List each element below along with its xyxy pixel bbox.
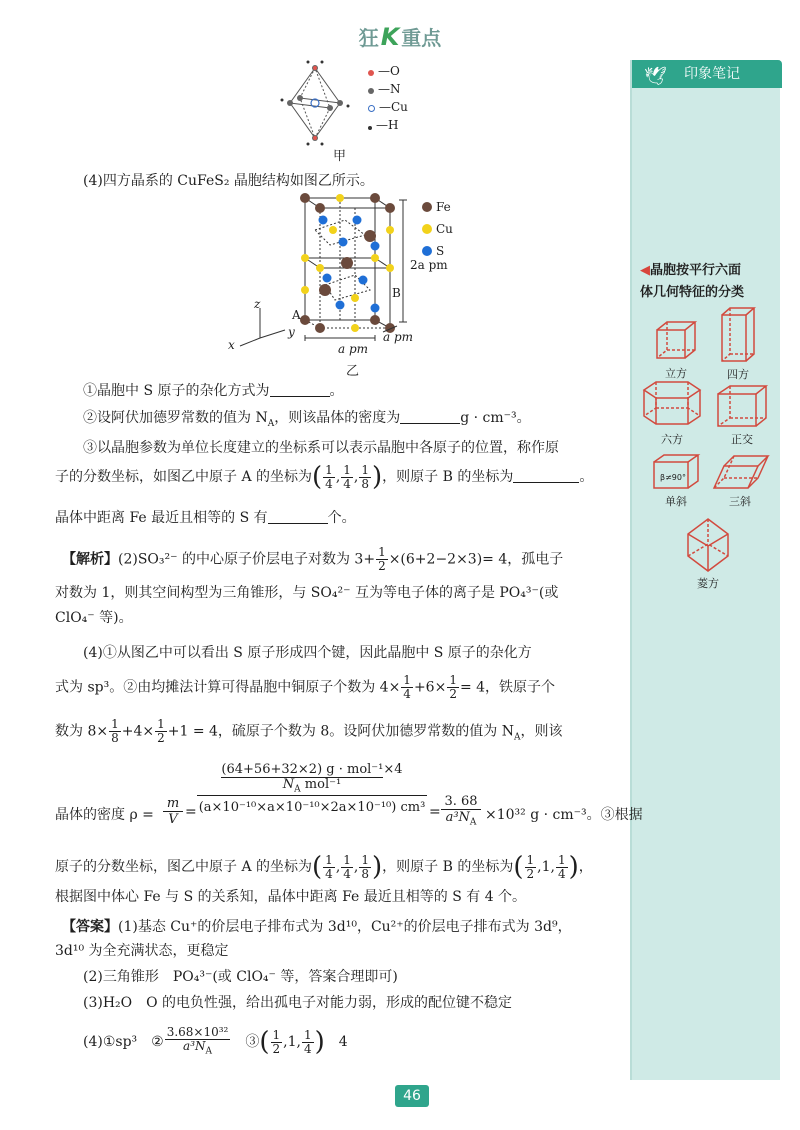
frac-num: 1 — [325, 852, 333, 867]
q3-line3a: 晶体中距离 Fe 最近且相等的 S 有 — [55, 510, 268, 526]
crystal-label: 四方 — [727, 368, 749, 381]
dim-2a: 2a pm — [410, 258, 448, 272]
atom-fe — [319, 284, 331, 296]
crystal-monoclinic — [640, 452, 712, 509]
frac-half — [376, 546, 388, 573]
da2: 3d¹⁰ 为全充满状态，更稳定 — [55, 943, 229, 959]
jx-tag: 【解析】 — [62, 551, 118, 568]
rho-mv — [163, 796, 183, 827]
rho-res-den: a³N — [445, 810, 470, 825]
paren-right: ) — [372, 852, 383, 882]
crystal-label: 正交 — [731, 433, 753, 446]
sidebar-heading-line2: 体几何特征的分类 — [640, 285, 745, 300]
atom-h — [347, 105, 350, 108]
frac-num: 1 — [343, 852, 351, 867]
atom-h — [321, 143, 324, 146]
frac-num: 1 — [361, 462, 369, 477]
coord-one: 1 — [541, 859, 551, 875]
frac-num: 1 — [361, 852, 369, 867]
na-sub: A — [513, 732, 521, 743]
frac — [525, 854, 537, 881]
crystal-rhombohedral — [672, 516, 744, 591]
sidebar-heading-line1: 晶胞按平行六面 — [650, 263, 742, 278]
frac-num: 1 — [557, 852, 566, 867]
jx8a: 原子的分数坐标，图乙中原子 A 的坐标为 — [55, 859, 313, 875]
paren-left: ( — [312, 462, 323, 492]
frac-num: 1 — [111, 717, 119, 731]
atom-cu — [371, 254, 379, 262]
q2-blank[interactable] — [400, 410, 460, 424]
legend-n: —N — [378, 82, 401, 96]
atom-fe — [370, 193, 380, 203]
da4: (3)H₂O O 的电负性强，给出孤电子对能力弱，形成的配位键不稳定 — [83, 995, 513, 1011]
crystal-label: 菱方 — [697, 577, 719, 590]
q1-end: 。 — [329, 383, 344, 399]
da3: (2)三角锥形 PO₄³⁻(或 ClO₄⁻ 等，答案合理即可) — [83, 969, 398, 985]
sidebar-notes — [630, 60, 780, 1080]
rho-na-unit: mol⁻¹ — [300, 777, 342, 792]
frac — [323, 464, 335, 491]
n-icon — [368, 88, 374, 94]
q3-line2c: 。 — [579, 469, 594, 485]
rho-res-den-wrap — [441, 810, 481, 828]
frac-num: 1 — [526, 852, 535, 867]
frac-den: 2 — [378, 559, 386, 573]
jx8: 原子的分数坐标，图乙中原子 A 的坐标为( $\frac{1}{4}$ , $\frac{1}{4}$ , $\frac{1}{8}$ )，则原子 B 的坐标为( $\frac{1}{2}$ ,1, $\frac{1}{4}$ )， — [55, 852, 593, 882]
axis-x: x — [228, 338, 235, 352]
h-icon — [368, 126, 372, 130]
atom-s — [353, 216, 362, 225]
atom-o — [313, 66, 317, 70]
atom-s — [339, 238, 348, 247]
jx3: ClO₄⁻ 等)。 — [55, 610, 133, 626]
paren-left: ( — [312, 852, 323, 882]
paren-right: ) — [568, 852, 579, 882]
q1-text: ①晶胞中 S 原子的杂化方式为 — [83, 383, 270, 399]
da5-den: a³N — [183, 1039, 206, 1053]
frac-den: 4 — [343, 866, 351, 881]
mono-angle: β≠90° — [660, 473, 686, 482]
cu-dot-icon — [422, 224, 432, 234]
da1: (1)基态 Cu⁺的价层电子排布式为 3d¹⁰，Cu²⁺的价层电子排布式为 3d⁹， — [118, 919, 572, 935]
orthorhombic-icon — [714, 382, 770, 430]
crystal-hexagonal — [636, 378, 708, 447]
q3-line2: 子的分数坐标，如图乙中原子 A 的坐标为( $\frac{1}{4}$ , $\frac{1}{4}$ , $\frac{1}{8}$ )，则原子 B 的坐标为 。 — [55, 462, 594, 492]
paren-left: ( — [259, 1027, 270, 1058]
q3-line3 — [55, 507, 356, 527]
jx1b: ×(6+2−2×3)= 4，孤电子 — [388, 551, 564, 568]
frac-eighth — [109, 718, 121, 745]
crystal-label: 单斜 — [665, 495, 687, 508]
legend-cu-yi: Cu — [436, 222, 453, 236]
frac — [341, 854, 353, 881]
atom-h — [281, 99, 284, 102]
frac — [556, 854, 568, 881]
rho-den: (a×10⁻¹⁰×a×10⁻¹⁰×2a×10⁻¹⁰) cm³ — [198, 799, 426, 815]
atom-fe — [300, 193, 310, 203]
frac-num: 3.68×10³² — [166, 1025, 229, 1039]
frac-half — [155, 718, 167, 745]
figure-yi-caption: 乙 — [346, 364, 360, 379]
frac-den: 2 — [526, 866, 535, 881]
jx2: 对数为 1，则其空间构型为三角锥形，与 SO₄²⁻ 互为等电子体的离子是 PO₄³⁻(或 — [55, 585, 559, 601]
atom-n — [297, 95, 303, 101]
atom-fe — [370, 315, 380, 325]
figure-jia-molecule — [270, 58, 360, 148]
sidebar-tab — [632, 60, 782, 88]
crystal-label: 三斜 — [729, 495, 751, 508]
coord-one: 1 — [287, 1034, 297, 1051]
atom-o — [313, 136, 317, 140]
page-number: 46 — [395, 1085, 429, 1107]
brand-left: 狂 — [358, 26, 379, 50]
rho-big-frac — [197, 762, 427, 815]
figure-yi-legend — [422, 196, 453, 262]
rho-eq: = — [185, 804, 197, 820]
atom-cu — [329, 226, 337, 234]
s-icon — [422, 246, 432, 256]
jx5c: = 4，铁原子个 — [459, 679, 556, 696]
atom-cu — [351, 294, 359, 302]
cu-icon — [368, 105, 375, 112]
rho-prefix: 晶体的密度 ρ = — [55, 807, 154, 823]
hexagonal-icon — [640, 378, 704, 430]
cubic-icon — [653, 318, 699, 364]
frac-den: 4 — [304, 1041, 312, 1056]
legend-o: —O — [378, 64, 400, 78]
atom-fe — [315, 323, 325, 333]
jx8b: ，则原子 B 的坐标为 — [382, 859, 514, 875]
atom-s — [336, 301, 345, 310]
atom-s — [359, 276, 368, 285]
triangle-icon: ◀ — [640, 263, 650, 278]
atom-cu — [386, 264, 394, 272]
frac-half — [447, 674, 459, 701]
bird-icon: 🕊 — [644, 66, 667, 87]
jx5b: +6× — [413, 679, 447, 696]
q2-sub: A — [267, 418, 275, 429]
atom-s — [323, 274, 332, 283]
density-formula — [55, 762, 643, 837]
crystal-orthorhombic — [706, 382, 778, 447]
atom-n — [337, 100, 343, 106]
crystal-triclinic — [704, 452, 776, 509]
frac-answer — [165, 1026, 231, 1058]
atom-h — [307, 61, 310, 64]
crystal-tetragonal — [702, 305, 774, 382]
jx5a: 式为 sp³。②由均摊法计算可得晶胞中铜原子个数为 4× — [55, 679, 401, 696]
rho-res-num: 3. 68 — [441, 794, 481, 810]
q2-line — [83, 407, 531, 429]
jx1a: (2)SO₃²⁻ 的中心原子价层电子对数为 3+ — [118, 551, 376, 568]
sidebar-tab-label: 印象笔记 — [684, 66, 740, 82]
monoclinic-icon — [650, 452, 702, 492]
atom-cu — [386, 226, 394, 234]
frac — [359, 854, 371, 881]
q4-intro: (4)四方晶系的 CuFeS₂ 晶胞结构如图乙所示。 — [83, 173, 374, 189]
frac-num: 1 — [304, 1027, 312, 1042]
paren-left: ( — [513, 852, 524, 882]
rho-times4: ×4 — [383, 762, 403, 777]
dim-a-right: a pm — [383, 330, 414, 344]
atom-fe — [364, 230, 376, 242]
jx-line1 — [62, 546, 563, 573]
rho-na: N — [282, 777, 295, 792]
rhombohedral-icon — [683, 516, 733, 574]
q2-mid: ，则该晶体的密度为 — [274, 410, 401, 426]
atom-cu — [301, 254, 309, 262]
frac-den: 2 — [157, 731, 165, 745]
q3-line3b: 个。 — [327, 510, 356, 526]
rho-res-tail: ×10³² g · cm⁻³。③根据 — [485, 807, 643, 823]
rho-na-sub: A — [294, 784, 301, 795]
legend-h: —H — [376, 118, 399, 132]
frac-num: 1 — [403, 673, 411, 687]
frac-num: 1 — [157, 717, 165, 731]
frac-num: 1 — [378, 545, 386, 559]
frac-den: 2 — [272, 1041, 281, 1056]
atom-fe — [341, 257, 353, 269]
atom-s — [371, 304, 380, 313]
header-brand — [0, 22, 800, 51]
frac — [341, 464, 353, 491]
jx4: (4)①从图乙中可以看出 S 原子形成四个键，因此晶胞中 S 原子的杂化方 — [83, 645, 532, 661]
dim-a-bottom: a pm — [338, 342, 369, 356]
da5c: 4 — [338, 1034, 348, 1051]
da5-sub: A — [205, 1046, 213, 1057]
frac-den: 8 — [361, 476, 369, 491]
atom-fe — [315, 203, 325, 213]
frac — [359, 464, 371, 491]
frac-den — [165, 1040, 231, 1058]
crystal-label: 立方 — [665, 367, 687, 380]
q3-blank-count[interactable] — [268, 510, 328, 524]
figure-jia-caption: 甲 — [333, 149, 347, 164]
rho-na-line — [197, 777, 427, 796]
jx6c: +1 = 4，硫原子个数为 8。设阿伏加德罗常数的值为 N — [167, 723, 514, 740]
triclinic-icon — [710, 452, 770, 492]
q3-line1: ③以晶胞参数为单位长度建立的坐标系可以表示晶胞中各原子的位置，称作原 — [83, 440, 559, 456]
frac-den: 8 — [361, 866, 369, 881]
jx6a: 数为 8× — [55, 723, 109, 740]
sidebar-heading — [640, 260, 780, 304]
jx6b: +4× — [121, 723, 155, 740]
frac-den: 8 — [111, 731, 119, 745]
rho-res-sub: A — [469, 817, 477, 828]
q1-blank[interactable] — [270, 383, 330, 397]
da1-line — [62, 916, 572, 936]
atom-h — [321, 61, 324, 64]
atom-s — [319, 216, 328, 225]
jx8c: ， — [578, 859, 593, 875]
da-tag: 【答案】 — [62, 919, 118, 935]
rho-result-frac — [441, 794, 481, 828]
rho-v: V — [168, 812, 178, 827]
atom-n — [287, 100, 293, 106]
label-b: B — [392, 286, 401, 300]
frac-num: 1 — [272, 1027, 281, 1042]
atom-fe — [385, 203, 395, 213]
atom-cu — [316, 264, 324, 272]
atom-cu — [301, 286, 309, 294]
frac-den: 2 — [449, 687, 457, 701]
atom-cu — [336, 194, 344, 202]
jx9: 根据图中体心 Fe 与 S 的关系知，晶体中距离 Fe 最近且相等的 S 有 4 个。 — [55, 889, 527, 905]
legend-fe: Fe — [436, 200, 451, 214]
brand-k: K — [380, 23, 400, 51]
q2-text: ②设阿伏加德罗常数的值为 N — [83, 410, 268, 426]
da5: (4)①sp³ ② $\frac{\text{3.68×10³²}}{a^3N_A}$ ③( $\frac{1}{2}$ ,1, $\frac{1}{4}$ ) 4 — [83, 1025, 348, 1058]
label-a: A — [292, 308, 301, 322]
jx5 — [55, 674, 555, 701]
frac-den: 4 — [325, 866, 333, 881]
fe-icon — [422, 202, 432, 212]
frac-quarter — [401, 674, 413, 701]
rho-top — [197, 762, 427, 777]
brand-right: 重点 — [401, 26, 442, 50]
o-icon — [368, 70, 374, 76]
q1-line — [83, 380, 344, 400]
frac — [271, 1029, 283, 1056]
rho-eq2: = — [429, 804, 441, 820]
frac-den: 4 — [325, 476, 333, 491]
frac — [323, 854, 335, 881]
da5a: (4)①sp³ ② — [83, 1034, 164, 1051]
figure-jia-legend — [368, 62, 408, 134]
jx6 — [55, 718, 562, 745]
legend-s: S — [436, 244, 445, 258]
atom-fe — [300, 315, 310, 325]
rho-num: (64+56+32×2) g · mol⁻¹ — [221, 762, 384, 777]
frac — [302, 1029, 314, 1056]
frac-den: 4 — [403, 687, 411, 701]
da5b: ③ — [245, 1034, 260, 1051]
frac-den: 4 — [557, 866, 566, 881]
atom-n — [327, 105, 333, 111]
frac-den: 4 — [343, 476, 351, 491]
crystal-label: 六方 — [661, 433, 683, 446]
q3-line2a: 子的分数坐标，如图乙中原子 A 的坐标为 — [55, 469, 313, 485]
legend-cu: —Cu — [379, 100, 408, 114]
jx6d: ，则该 — [520, 723, 563, 740]
frac-num: 1 — [449, 673, 457, 687]
q2-unit: g · cm⁻³。 — [460, 410, 531, 426]
frac-num: 1 — [343, 462, 351, 477]
atom-cu — [351, 324, 359, 332]
paren-right: ) — [372, 462, 383, 492]
atom-s — [371, 242, 380, 251]
q3-blank-b[interactable] — [513, 469, 579, 483]
axis-z: z — [254, 297, 261, 311]
paren-right: ) — [314, 1027, 325, 1058]
axis-y: y — [288, 325, 295, 339]
frac-num: 1 — [325, 462, 333, 477]
tetragonal-icon — [718, 305, 758, 365]
atom-h — [307, 143, 310, 146]
q3-line2b: ，则原子 B 的坐标为 — [382, 469, 514, 485]
rho-m: m — [163, 796, 183, 812]
